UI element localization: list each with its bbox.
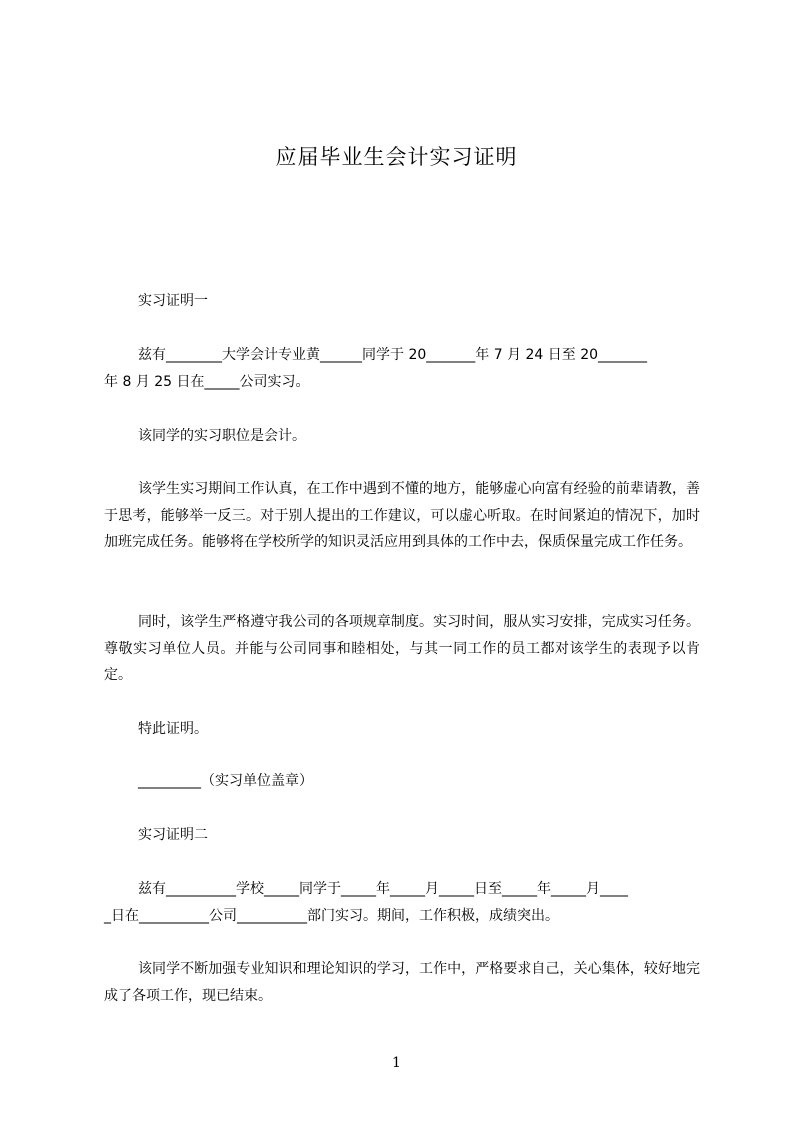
section1-paragraph-performance: 该学生实习期间工作认真，在工作中遇到不懂的地方，能够虚心向富有经验的前辈请教，善于思考，能够举一反三。对于别人提出的工作建议，可以虚心听取。在时间紧迫的情况下，加时加班完成任务。能够将在学校所学的知识灵活应用到具体的工作中去，保质保量完成工作任务。	[104, 481, 700, 550]
section2-paragraph-dates	[104, 876, 700, 929]
section1-seal-line: _________（实习单位盖章）	[138, 773, 313, 789]
section2-paragraph-dates-line1: 兹有__________学校_____同学于_____年_____月_____日至_____年_____月____	[138, 881, 628, 897]
section2-heading: 实习证明二	[138, 827, 208, 843]
section1-heading: 实习证明一	[138, 293, 208, 309]
section1-paragraph-position: 该同学的实习职位是会计。	[138, 428, 306, 444]
section1-paragraph-dates-line2: 年 8 月 25 日在_____公司实习。	[104, 373, 310, 390]
section1-paragraph-conduct: 同时，该学生严格遵守我公司的各项规章制度。实习时间，服从实习安排，完成实习任务。尊敬实习单位人员。并能与公司同事和睦相处，与其一同工作的员工都对该学生的表现予以肯定。	[104, 614, 700, 683]
section1-paragraph-dates-line1: 兹有________大学会计专业黄______同学于 20_______年 7 月 24 日至 20_______	[138, 347, 648, 363]
document-title: 应届毕业生会计实习证明	[275, 145, 518, 169]
page-number: 1	[392, 1055, 401, 1071]
section1-paragraph-dates	[104, 342, 700, 395]
section2-paragraph-dates-line2: _日在__________公司__________部门实习。期间，工作积极，成绩突出。	[104, 907, 559, 924]
section1-certify-statement: 特此证明。	[138, 721, 208, 737]
section2-paragraph-summary: 该同学不断加强专业知识和理论知识的学习，工作中，严格要求自己，关心集体，较好地完成了各项工作，现已结束。	[104, 961, 700, 1004]
